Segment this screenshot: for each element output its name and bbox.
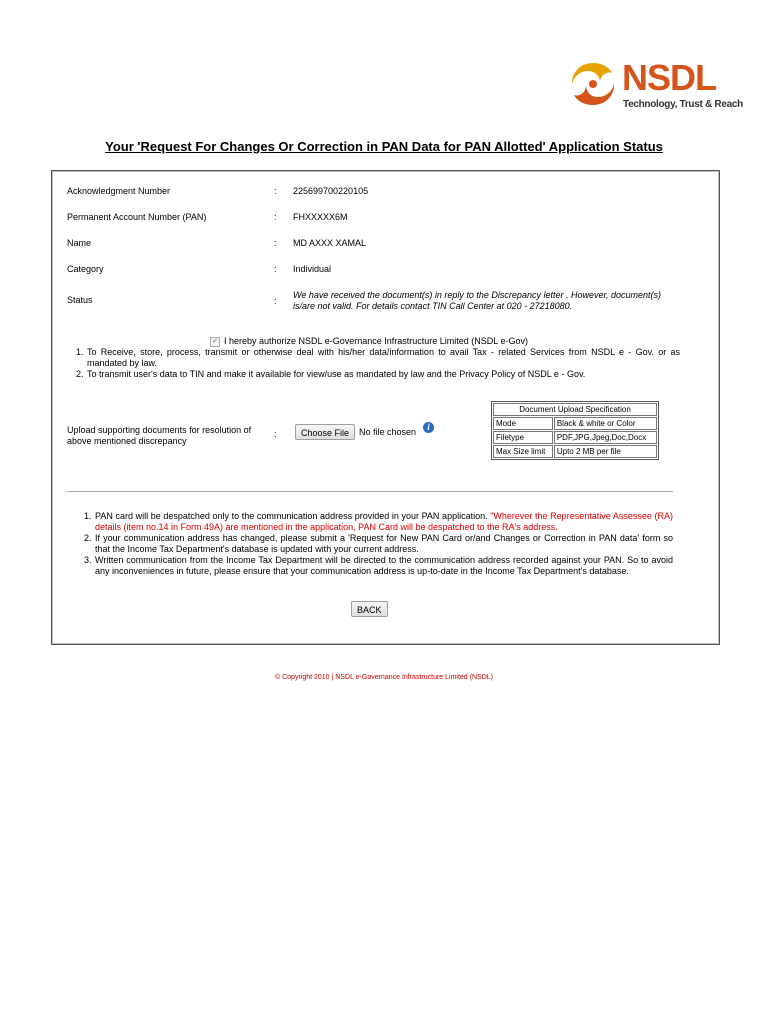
spec-key: Mode bbox=[493, 417, 553, 430]
acknowledgment-value: 225699700220105 bbox=[293, 186, 369, 196]
pan-label: Permanent Account Number (PAN) bbox=[67, 212, 207, 222]
spec-value: Upto 2 MB per file bbox=[554, 445, 657, 458]
authorize-label: I hereby authorize NSDL e-Governance Infrastructure Limited (NSDL e-Gov) bbox=[224, 336, 528, 346]
status-value: We have received the document(s) in reply to the Discrepancy letter . However, document(s) is/are not valid. For details contact TIN Call Center at 020 - 27218080. bbox=[293, 290, 661, 311]
pan-value: FHXXXXX6M bbox=[293, 212, 348, 222]
logo-wordmark: NSDL bbox=[622, 57, 716, 98]
authorization-section bbox=[76, 336, 680, 380]
separator: : bbox=[274, 429, 277, 439]
back-button[interactable]: BACK bbox=[351, 601, 388, 617]
separator: : bbox=[274, 264, 277, 274]
spec-row bbox=[493, 431, 657, 444]
category-label: Category bbox=[67, 264, 104, 274]
choose-file-button[interactable]: Choose File bbox=[295, 424, 355, 440]
page-title: Your 'Request For Changes Or Correction in PAN Data for PAN Allotted' Application Status bbox=[105, 139, 663, 154]
spec-row bbox=[493, 417, 657, 430]
note-item: 3. Written communication from the Income Tax Department will be directed to the communication address recorded against your PAN. So to avoid any inconveniences in future, please ensure that your communication address is up-to-date in the Income Tax Department's database. bbox=[84, 555, 673, 576]
footer-copyright: © Copyright 2010 | NSDL e-Governance Infrastructure Limited (NSDL) bbox=[275, 674, 493, 681]
info-icon[interactable]: i bbox=[423, 422, 434, 433]
separator: : bbox=[274, 238, 277, 248]
nsdl-logo bbox=[566, 57, 743, 115]
nsdl-swirl-icon bbox=[566, 57, 620, 111]
spec-key: Max Size limit bbox=[493, 445, 553, 458]
separator: : bbox=[274, 186, 277, 196]
no-file-text: No file chosen bbox=[359, 427, 417, 437]
authorization-item: 1. To Receive, store, process, transmit or otherwise deal with his/her data/information to avail Tax - related Services from NSDL e - Gov. or as mandated by law. bbox=[76, 347, 680, 368]
spec-value: PDF,JPG,Jpeg,Doc,Docx bbox=[554, 431, 657, 444]
note-item: 1. PAN card will be despatched only to the communication address provided in your PAN application. "Wherever the Representative Assessee (RA) details (item no.14 in Form 49A) are mentioned in the application, PAN Card will be despatched to the RA's address. bbox=[84, 511, 673, 532]
name-value: MD AXXX XAMAL bbox=[293, 238, 367, 248]
separator: : bbox=[274, 212, 277, 222]
name-label: Name bbox=[67, 238, 92, 248]
logo-tagline: Technology, Trust & Reach bbox=[623, 99, 743, 110]
acknowledgment-label: Acknowledgment Number bbox=[67, 186, 171, 196]
upload-label: Upload supporting documents for resolution of above mentioned discrepancy bbox=[67, 425, 252, 446]
spec-title: Document Upload Specification bbox=[493, 403, 657, 416]
authorize-checkbox[interactable]: ✔ bbox=[210, 337, 220, 347]
note-item: 2. If your communication address has changed, please submit a 'Request for New PAN Card or/and Changes or Correction in PAN data' form so that the Income Tax Department's database is updated with your current address. bbox=[84, 533, 673, 554]
divider bbox=[67, 491, 673, 492]
spec-value: Black & white or Color bbox=[554, 417, 657, 430]
spec-key: Filetype bbox=[493, 431, 553, 444]
note-red-text: "Wherever the Representative Assessee (RA) details (item no.14 in Form 49A) are mentioned in the application, PAN Card will be despatched to the RA's address. bbox=[95, 511, 673, 532]
authorization-item: 2. To transmit user's data to TIN and make it available for view/use as mandated by law and the Privacy Policy of NSDL e - Gov. bbox=[76, 369, 586, 379]
status-label: Status bbox=[67, 295, 93, 305]
category-value: Individual bbox=[293, 264, 332, 274]
separator: : bbox=[274, 296, 277, 306]
upload-spec-table bbox=[491, 401, 659, 460]
spec-row bbox=[493, 445, 657, 458]
notes-section bbox=[84, 511, 673, 577]
